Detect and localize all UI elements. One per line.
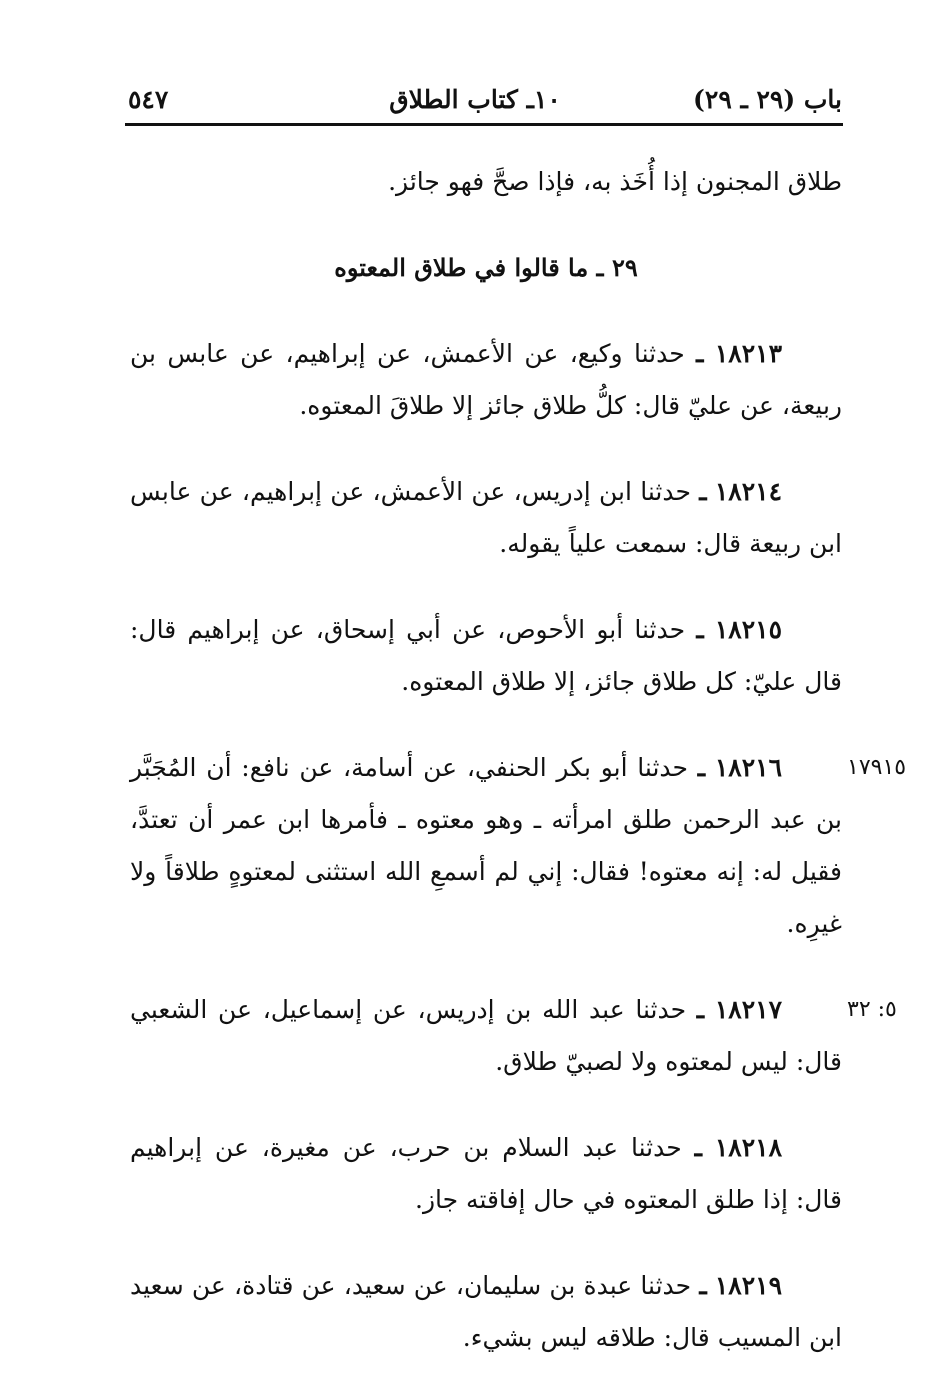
hadith-text: حدثنا عبد الله بن إدريس، عن إسماعيل، عن الشعبي قال: ليس لمعتوه ولا لصبيّ طلاق.: [130, 995, 842, 1076]
hadith-entry: [130, 1260, 842, 1364]
margin-reference: ١٧٩١٥: [847, 755, 907, 780]
hadith-entry: [130, 984, 897, 1088]
page-number: ٥٤٧: [128, 85, 169, 114]
hadith-text: حدثنا أبو الأحوص، عن أبي إسحاق، عن إبراهيم قال: قال عليّ: كل طلاق جائز، إلا طلاق المعتوه.: [130, 615, 842, 696]
hadith-text: حدثنا أبو بكر الحنفي، عن أسامة، عن نافع: أن المُجَبَّر بن عبد الرحمن طلق امرأته ـ وهو معتوه ـ فأمرها ابن عمر أن تعتدَّ، فقيل له: إنه معتوه! فقال: إني لم أسمعِ الله استثنى لمعتوهٍ طلاقاً ولا غيرِه.: [130, 753, 842, 938]
hadith-text: حدثنا عبدة بن سليمان، عن سعيد، عن قتادة، عن سعيد ابن المسيب قال: طلاقه ليس بشيء.: [130, 1271, 842, 1352]
hadith-number: ١٨٢١٣: [714, 339, 783, 368]
hadith-number: ١٨٢١٨: [714, 1133, 782, 1162]
hadith-text-block: ١٨٢١٩ ـ حدثنا عبدة بن سليمان، عن سعيد، عن قتادة، عن سعيد ابن المسيب قال: طلاقه ليس بشيء.: [130, 1271, 842, 1352]
header-rule: [125, 123, 843, 126]
hadith-text-block: ١٨٢١٥ ـ حدثنا أبو الأحوص، عن أبي إسحاق، عن إبراهيم قال: قال عليّ: كل طلاق جائز، إلا طلاق المعتوه.: [130, 615, 842, 696]
hadith-text-block: ١٨٢١٣ ـ حدثنا وكيع، عن الأعمش، عن إبراهيم، عن عابس بن ربيعة، عن عليّ قال: كلُّ طلاق جائز إلا طلاقَ المعتوه.: [130, 339, 842, 420]
running-header-book-title: ١٠ـ كتاب الطلاق: [389, 85, 561, 114]
hadith-text-block: ١٨٢١٤ ـ حدثنا ابن إدريس، عن الأعمش، عن إبراهيم، عن عابس ابن ربيعة قال: سمعت علياً يقوله.: [130, 477, 842, 558]
hadith-entry: [130, 604, 842, 708]
continued-text: طلاق المجنون إذا أُخَذ به، فإذا صحَّ فهو جائز.: [388, 167, 842, 196]
hadith-entry: [130, 466, 842, 570]
hadith-text: حدثنا وكيع، عن الأعمش، عن إبراهيم، عن عابس بن ربيعة، عن عليّ قال: كلُّ طلاق جائز إلا طلاقَ المعتوه.: [130, 339, 842, 420]
chapter-heading: ٢٩ ـ ما قالوا في طلاق المعتوه: [334, 253, 638, 282]
hadith-text: حدثنا ابن إدريس، عن الأعمش، عن إبراهيم، عن عابس ابن ربيعة قال: سمعت علياً يقوله.: [130, 477, 842, 558]
hadith-text-block: ١٨٢١٧ ـ حدثنا عبد الله بن إدريس، عن إسماعيل، عن الشعبي قال: ليس لمعتوه ولا لصبيّ طلاق.: [130, 995, 842, 1076]
hadith-number: ١٨٢١٧: [714, 995, 782, 1024]
hadith-number: ١٨٢١٥: [714, 615, 783, 644]
margin-reference: ٥: ٣٢: [847, 997, 897, 1022]
page-body: [130, 158, 907, 1398]
hadith-number: ١٨٢١٩: [714, 1271, 782, 1300]
hadith-text: حدثنا عبد السلام بن حرب، عن مغيرة، عن إبراهيم قال: إذا طلق المعتوه في حال إفاقته جاز.: [130, 1133, 842, 1214]
hadith-number: ١٨٢١٤: [714, 477, 783, 506]
hadith-entry: [130, 742, 907, 950]
hadith-entry: [130, 1122, 842, 1226]
hadith-text-block: ١٨٢١٨ ـ حدثنا عبد السلام بن حرب، عن مغيرة، عن إبراهيم قال: إذا طلق المعتوه في حال إفاقته جاز.: [130, 1133, 842, 1214]
hadith-text-block: ١٨٢١٦ ـ حدثنا أبو بكر الحنفي، عن أسامة، عن نافع: أن المُجَبَّر بن عبد الرحمن طلق امرأته ـ وهو معتوه ـ فأمرها ابن عمر أن تعتدَّ، فقيل له: إنه معتوه! فقال: إني لم أسمعِ الله استثنى لمعتوهٍ طلاقاً ولا غيرِه.: [130, 753, 842, 938]
hadith-entry: [130, 328, 842, 432]
hadith-number: ١٨٢١٦: [714, 753, 782, 782]
running-header-chapter-range: باب (٢٩ ـ ٢٩): [693, 85, 842, 114]
